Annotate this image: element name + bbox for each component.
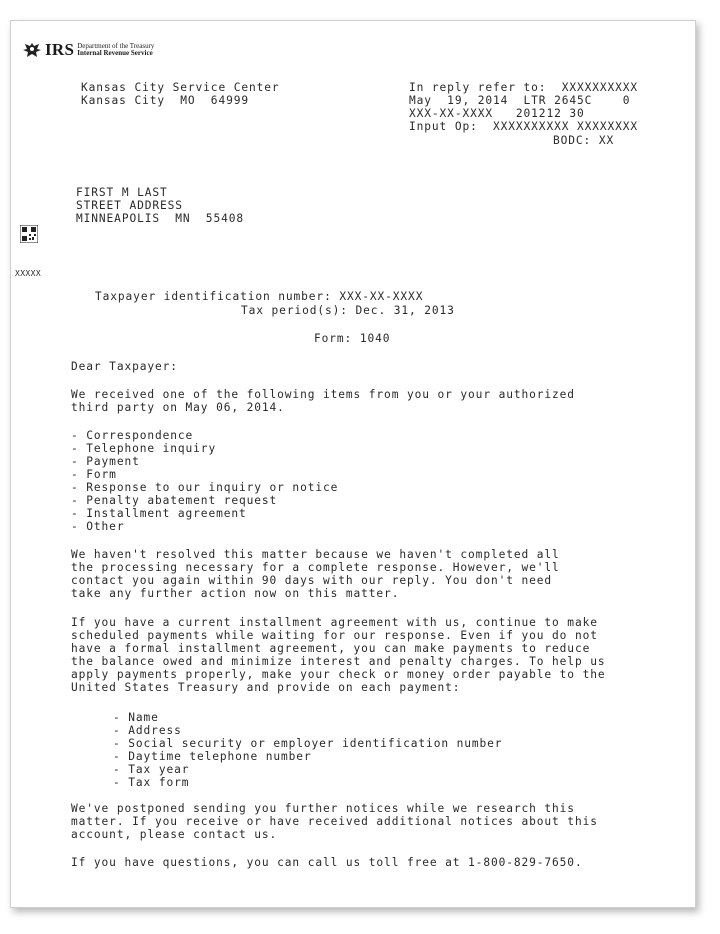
reference-line-4: Input Op: XXXXXXXXXX XXXXXXXX [409, 120, 639, 133]
reference-line-5: BODC: XX [553, 134, 615, 147]
paragraph-line: third party on May 06, 2014. [71, 401, 285, 414]
paragraph-line: take any further action now on this matter. [71, 587, 400, 600]
service-center-address: Kansas City MO 64999 [81, 94, 249, 107]
contact-line: If you have questions, you can call us toll free at 1-800-829-7650. [71, 856, 583, 869]
list-item: - Installment agreement [71, 507, 247, 520]
list-item: - Form [71, 468, 117, 481]
paragraph-installment [71, 616, 605, 694]
service-center-name: Kansas City Service Center [81, 81, 280, 94]
paragraph-line: contact you again within 90 days with our reply. You don't need [71, 574, 553, 587]
paragraph-line: the processing necessary for a complete response. However, we'll [71, 561, 560, 574]
reference-line-3: XXX-XX-XXXX 201212 30 [409, 107, 585, 120]
list-item: - Correspondence [71, 429, 194, 442]
payment-info-list [113, 711, 502, 789]
eagle-icon [22, 41, 42, 59]
recipient-city: MINNEAPOLIS MN 55408 [76, 212, 244, 225]
paragraph-line: If you have a current installment agreement with us, continue to make [71, 616, 598, 629]
reference-line-2: May 19, 2014 LTR 2645C 0 [409, 94, 631, 107]
paragraph-line: the balance owed and minimize interest and penalty charges. To help us [71, 655, 606, 668]
paragraph-line: matter. If you receive or have received additional notices about this [71, 815, 598, 828]
list-item: - Tax form [113, 776, 190, 789]
list-item: - Telephone inquiry [71, 442, 217, 455]
form-line: Form: 1040 [314, 332, 391, 345]
paragraph-line: We haven't resolved this matter because we haven't completed all [71, 548, 560, 561]
list-item: - Other [71, 520, 125, 533]
paragraph-line: United States Treasury and provide on each payment: [71, 681, 461, 694]
list-item: - Social security or employer identification number [113, 737, 503, 750]
department-line: Department of the Treasury [77, 41, 155, 50]
paragraph-postponed [71, 802, 598, 841]
salutation: Dear Taxpayer: [71, 360, 178, 373]
tax-period-line: Tax period(s): Dec. 31, 2013 [241, 304, 455, 317]
barcode-icon [20, 225, 38, 243]
taxpayer-id-line: Taxpayer identification number: XXX-XX-XXXX [95, 290, 424, 303]
list-item: - Name [113, 711, 159, 724]
list-item: - Address [113, 724, 182, 737]
department-text [77, 43, 154, 58]
recipient-name: FIRST M LAST [76, 186, 168, 199]
paragraph-line: scheduled payments while waiting for our response. Even if you do not [71, 629, 598, 642]
list-item: - Response to our inquiry or notice [71, 481, 339, 494]
list-item: - Payment [71, 455, 140, 468]
list-item: - Tax year [113, 763, 190, 776]
paragraph-received [71, 388, 575, 414]
recipient-street: STREET ADDRESS [76, 199, 183, 212]
list-item: - Daytime telephone number [113, 750, 312, 763]
logo-text: IRS [45, 40, 75, 59]
paragraph-line: account, please contact us. [71, 828, 278, 841]
paragraph-line: apply payments properly, make your check or money order payable to the [71, 668, 606, 681]
paragraph-not-resolved [71, 548, 560, 600]
margin-code: XXXXX [15, 269, 42, 278]
received-items-list [71, 429, 338, 533]
paragraph-line: have a formal installment agreement, you can make payments to reduce [71, 642, 591, 655]
reference-line-1: In reply refer to: XXXXXXXXXX [409, 81, 639, 94]
irs-logo [22, 40, 154, 60]
list-item: - Penalty abatement request [71, 494, 278, 507]
paragraph-line: We've postponed sending you further notices while we research this [71, 802, 575, 815]
paragraph-line: We received one of the following items from you or your authorized [71, 388, 575, 401]
agency-line: Internal Revenue Service [77, 49, 153, 57]
